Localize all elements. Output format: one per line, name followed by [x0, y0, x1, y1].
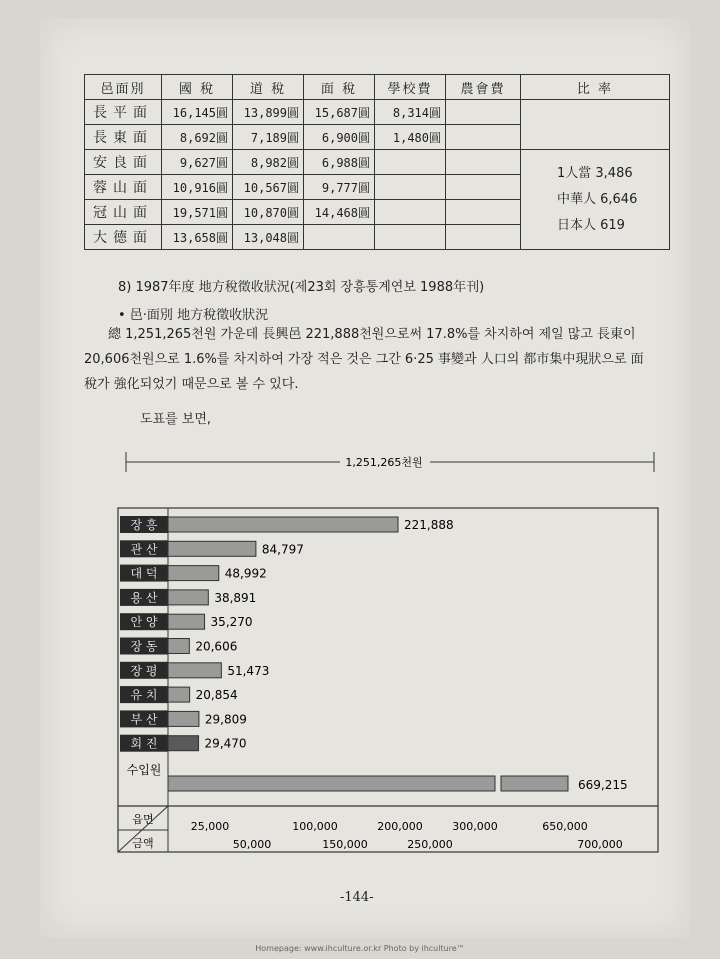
section-bullet: • 邑·面別 地方稅徵收狀況 [118, 308, 269, 323]
bar [168, 566, 219, 581]
category-label: 수입원 [126, 763, 162, 777]
category-label: 부 산 [130, 712, 158, 727]
tick-label: 150,000 [322, 838, 368, 851]
category-label: 장 평 [130, 663, 158, 678]
category-label: 장 흥 [130, 518, 158, 532]
page-number: -144- [340, 890, 374, 905]
provincial-tax-cell: 13,899圓 [233, 100, 304, 125]
bar [168, 663, 221, 678]
tick-label: 200,000 [377, 820, 423, 833]
section-closing: 도표를 보면, [140, 412, 212, 427]
section-paragraph: 總 1,251,265천원 가운데 長興邑 221,888천원으로써 17.8%를 차지하여 제일 많고 長東이 20,606천원으로 1.6%를 차지하여 가장 적은 것은 그간 6·25 事變과 人口의 都市集中現狀으로 面稅가 強化되었기 때문으로 볼 수 있다. [84, 327, 644, 392]
bar-value-label: 20,854 [195, 688, 238, 703]
bar-value-label: 221,888 [404, 518, 454, 532]
bar-value-label: 29,809 [204, 712, 247, 727]
category-label: 안 양 [130, 615, 158, 630]
provincial-tax-cell: 7,189圓 [233, 125, 304, 150]
ratio-line: 中華人 6,646 [557, 191, 638, 207]
category-label: 유 치 [130, 688, 158, 703]
tick-label: 100,000 [292, 820, 338, 833]
region-cell: 長平面 [85, 100, 162, 125]
provincial-tax-cell: 10,870圓 [233, 200, 304, 225]
bar [168, 517, 398, 532]
township-tax-cell: 6,988圓 [304, 150, 375, 175]
national-tax-cell: 16,145圓 [162, 100, 233, 125]
tick-label: 250,000 [407, 838, 453, 851]
bar [168, 590, 208, 605]
region-cell: 安良面 [85, 150, 162, 175]
table-header-cell: 農會費 [446, 75, 521, 100]
tick-label: 700,000 [577, 838, 623, 851]
axis-row-label: 금액 [132, 837, 154, 850]
section-heading: 8) 1987年度 地方稅徵收狀況(제23회 장흥통계연보 1988年刊) [118, 280, 485, 295]
tick-label: 25,000 [190, 820, 230, 833]
bar-value-label: 48,992 [224, 566, 267, 581]
tick-label: 50,000 [232, 838, 272, 851]
bar [168, 736, 199, 751]
bar-value-label: 84,797 [261, 542, 304, 557]
national-tax-cell: 13,658圓 [162, 225, 233, 250]
national-tax-cell: 8,692圓 [162, 125, 233, 150]
table-header-cell: 面 稅 [304, 75, 375, 100]
axis-row-label: 읍면 [132, 813, 154, 826]
bar [168, 639, 189, 654]
tick-label: 650,000 [542, 820, 588, 833]
category-label: 대 덕 [130, 566, 158, 581]
bar [168, 776, 495, 791]
bar-value-label: 51,473 [227, 663, 270, 678]
category-label: 용 산 [130, 590, 158, 605]
national-tax-cell: 10,916圓 [162, 175, 233, 200]
provincial-tax-cell: 13,048圓 [233, 225, 304, 250]
chart-frame [118, 508, 658, 852]
bar-value-label: 29,470 [204, 736, 247, 751]
township-tax-cell: 15,687圓 [304, 100, 375, 125]
bar [168, 541, 256, 556]
national-tax-cell: 9,627圓 [162, 150, 233, 175]
ratio-line: 日本人 619 [557, 217, 625, 233]
bar [168, 711, 199, 726]
region-cell: 長東面 [85, 125, 162, 150]
photo-footer: Homepage: www.ihculture.or.kr Photo by ihculture™ [255, 944, 465, 953]
bar-value-label: 20,606 [195, 639, 238, 654]
table-header-cell: 學校費 [375, 75, 446, 100]
ratio-line: 1人當 3,486 [557, 165, 633, 181]
category-label: 관 산 [130, 542, 158, 557]
region-cell: 冠山面 [85, 200, 162, 225]
provincial-tax-cell: 8,982圓 [233, 150, 304, 175]
tick-label: 300,000 [452, 820, 498, 833]
category-label: 장 동 [130, 639, 158, 654]
bar-value-label: 38,891 [214, 590, 257, 605]
school-tax-cell: 1,480圓 [375, 125, 446, 150]
table-header-cell: 比 率 [521, 75, 670, 100]
bar [168, 614, 205, 629]
national-tax-cell: 19,571圓 [162, 200, 233, 225]
region-cell: 大德面 [85, 225, 162, 250]
table-header-cell: 國 稅 [162, 75, 233, 100]
school-tax-cell: 8,314圓 [375, 100, 446, 125]
bar-value-label: 35,270 [210, 615, 253, 630]
provincial-tax-cell: 10,567圓 [233, 175, 304, 200]
region-cell: 蓉山面 [85, 175, 162, 200]
bar-after-break [501, 776, 568, 791]
bar [168, 687, 190, 702]
bar-value-label: 669,215 [578, 778, 628, 792]
category-label: 회 진 [130, 736, 158, 751]
chart-title: 1,251,265천원 [345, 456, 423, 469]
table-header-cell: 邑面別 [85, 75, 162, 100]
township-tax-cell: 14,468圓 [304, 200, 375, 225]
township-tax-cell: 6,900圓 [304, 125, 375, 150]
table-header-cell: 道 稅 [233, 75, 304, 100]
township-tax-cell: 9,777圓 [304, 175, 375, 200]
